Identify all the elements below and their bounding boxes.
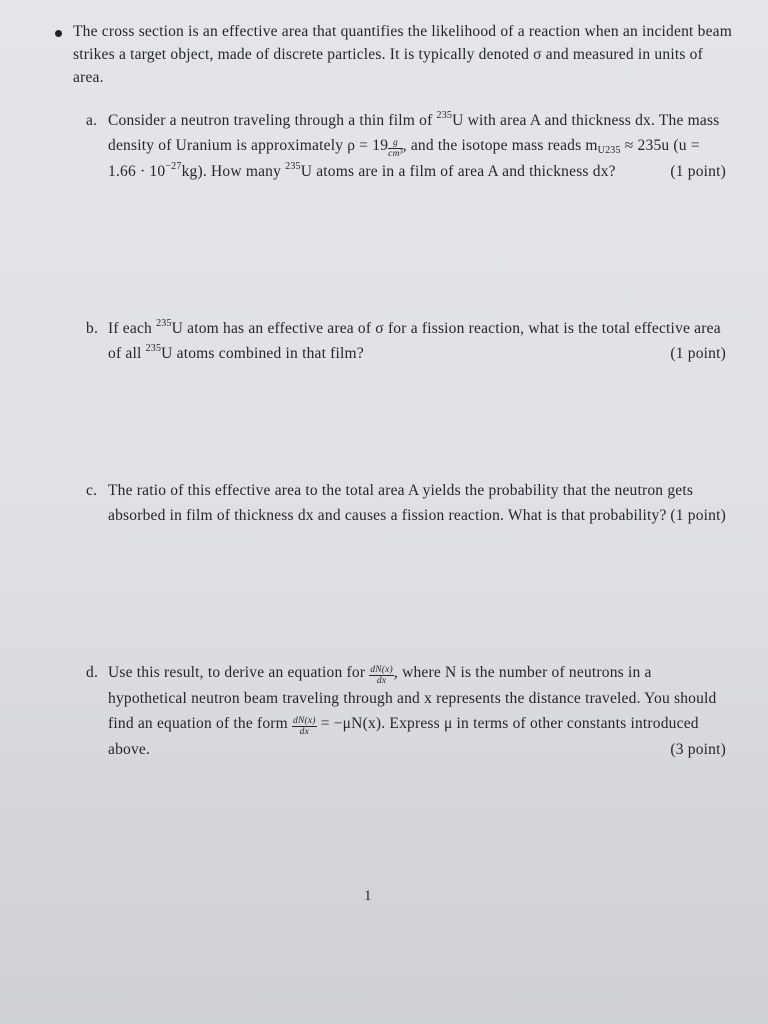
subscript: U235 xyxy=(597,145,621,156)
question-text xyxy=(108,478,726,528)
text-run: = −μN(x). Express μ in terms of other constants introduced above. xyxy=(108,715,699,758)
fraction-numerator: g xyxy=(388,138,403,149)
intro-text: The cross section is an effective area that quantifies the likelihood of a reaction when an incident beam strikes a target object, made of discrete particles. It is typically denoted σ and measured in units of area. xyxy=(73,23,732,86)
fraction-denominator: dx xyxy=(376,676,387,686)
text-run: U atoms are in a film of area A and thickness dx? xyxy=(300,163,616,180)
text-run: U atoms combined in that film? xyxy=(161,345,364,362)
points-label: (1 point) xyxy=(670,507,726,524)
text-run: , and the isotope mass reads m xyxy=(402,137,598,154)
text-run: ≈ 235u (u = 1.66 · 10 xyxy=(108,137,700,180)
fraction-denominator: cm³ xyxy=(388,149,403,159)
fraction xyxy=(388,138,403,159)
fraction-numerator: dN(x) xyxy=(370,665,393,675)
text-run: , where N is the number of neutrons in a hypothetical neutron beam traveling through and x represents the distance traveled. You should find an equation of the form xyxy=(108,664,717,732)
fraction-denominator: dx xyxy=(299,727,309,737)
text-run: Use this result, to derive an equation for xyxy=(108,664,370,681)
superscript: 235 xyxy=(145,343,162,354)
fraction-numerator: dN(x) xyxy=(293,716,316,726)
fraction xyxy=(369,665,394,686)
text-run: kg). How many xyxy=(181,163,286,180)
text-run: The ratio of this effective area to the total area A yields the probability that the neutron gets absorbed in film of thickness dx and causes a fission reaction. What is that probability? xyxy=(108,482,694,524)
superscript: 235 xyxy=(285,161,301,172)
points-label: (1 point) xyxy=(670,163,726,180)
superscript: 235 xyxy=(156,318,172,329)
question-text xyxy=(108,660,726,762)
question-label: c. xyxy=(86,482,98,499)
text-run: Consider a neutron traveling through a thin film of xyxy=(108,112,437,129)
superscript: −27 xyxy=(165,161,182,172)
text-run: U atom has an effective area of σ for a fission reaction, what is the total effective area of all xyxy=(108,320,721,362)
points-label: (3 point) xyxy=(670,741,726,758)
fraction xyxy=(292,716,317,737)
question-label: b. xyxy=(86,320,99,337)
question-text xyxy=(108,316,726,366)
bullet-icon xyxy=(55,30,62,37)
question-label: d. xyxy=(86,664,99,681)
question-d xyxy=(86,660,726,762)
page-number: 1 xyxy=(364,888,372,904)
points-label: (1 point) xyxy=(670,345,726,362)
question-a xyxy=(86,108,726,184)
text-run: If each xyxy=(108,320,157,337)
intro-paragraph xyxy=(55,20,735,89)
question-c xyxy=(86,478,726,528)
question-b xyxy=(86,316,726,366)
text-run: U with area A and thickness dx. The mass density of Uranium is approximately ρ = 19 xyxy=(108,112,720,154)
question-label: a. xyxy=(86,112,98,129)
superscript: 235 xyxy=(436,110,453,121)
question-text xyxy=(108,108,726,184)
